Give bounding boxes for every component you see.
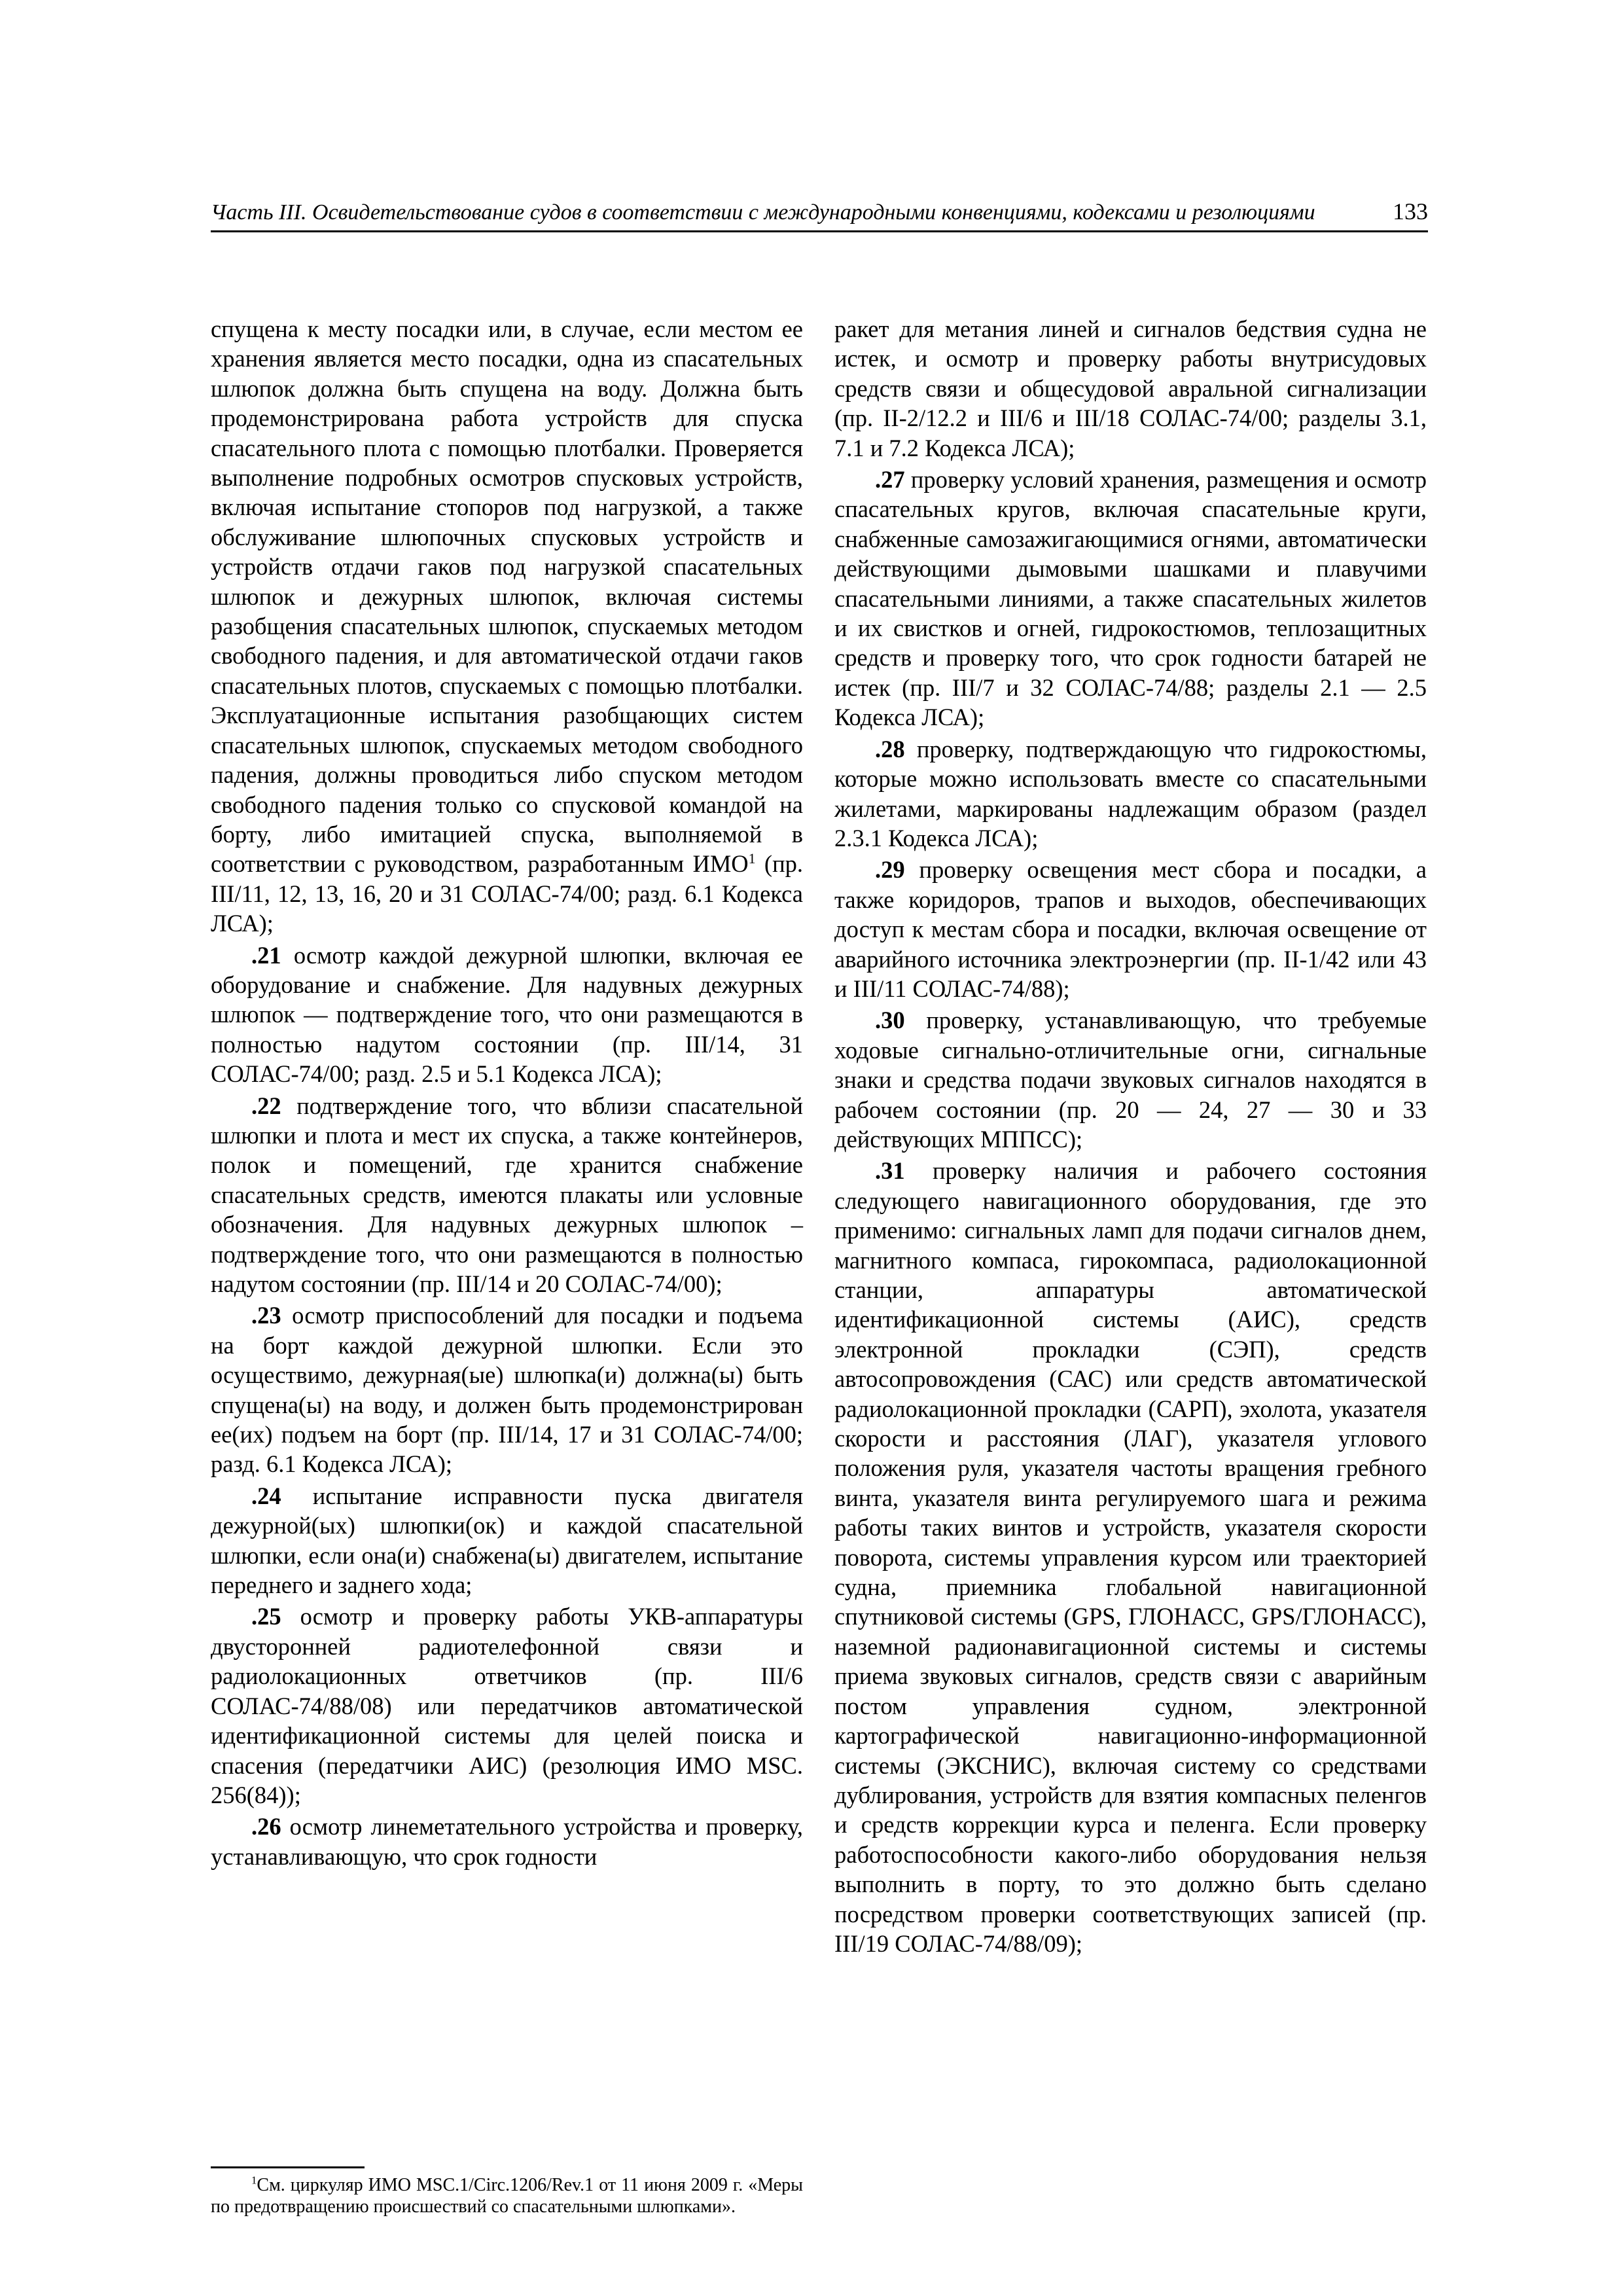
footnote-ref: 1 [748,850,756,867]
item-number: .26 [251,1813,281,1840]
paragraph-text: спущена к месту посадки или, в случае, если местом ее хранения является место посадки, одна из спасательных шлюпок должна быть спущена на воду. Должна быть продемонстрирована работа устройств для спуска спасательного плота с помощью плотбалки. Проверяется выполнение подробных осмотров спусковых устройств, включая испытание стопоров под нагрузкой, а также обслуживание шлюпочных спусковых устройств и устройств отдачи гаков под нагрузкой спасательных шлюпок и дежурных шлюпок, включая системы разобщения спасательных шлюпок, спускаемых методом свободного падения, и для автоматической отдачи гаков спасательных плотов, спускаемых с помощью плотбалки. Эксплуатационные испытания разобщающих систем спасательных шлюпок, спускаемых методом свободного падения, должны проводиться либо спуском методом свободного падения только со спусковой командой на борту, либо имитацией спуска, выполняемой в соответствии с руководством, разработанным ИМО [211,315,803,878]
item-number: .22 [251,1092,281,1119]
list-item [834,1005,1427,1154]
item-number: .27 [875,466,905,493]
list-item [834,734,1427,853]
item-text: осмотр и проверку работы УКВ-аппаратуры двусторонней радиотелефонной связи и радиолокационных ответчиков (пр. III/6 СОЛАС-74/88/08) или передатчиков автоматической идентификационной системы для целей поиска и спасения (передатчики АИС) (резолюция ИМО MSC. 256(84)); [211,1603,803,1808]
item-number: .31 [875,1157,905,1185]
item-text: осмотр линеметательного устройства и проверку, устанавливающую, что срок годности [211,1813,803,1870]
list-item [211,1602,803,1810]
footnote [211,2174,803,2217]
footnote-text: См. циркуляр ИМО MSC.1/Circ.1206/Rev.1 от 11 июня 2009 г. «Меры по предотвращению происшествий со спасательными шлюпками». [211,2175,803,2217]
item-text: испытание исправности пуска двигателя дежурной(ых) шлюпки(ок) и каждой спасательной шлюпки, если она(и) снабжена(ы) двигателем, испытание переднего и заднего хода; [211,1482,803,1599]
item-number: .23 [251,1302,281,1329]
paragraph-text: ракет для метания линей и сигналов бедствия судна не истек, и осмотр и проверку работы внутрисудовых средств связи и общесудовой авральной сигнализации (пр. II-2/12.2 и III/6 и III/18 СОЛАС-74/00; разделы 3.1, 7.1 и 7.2 Кодекса ЛСА); [834,315,1427,461]
list-item [211,1091,803,1299]
item-text: проверку, подтверждающую что гидрокостюмы, которые можно использовать вместе со спасательными жилетами, маркированы надлежащим образом (раздел 2.3.1 Кодекса ЛСА); [834,735,1427,852]
footnote-text-block [211,2174,803,2217]
item-text: проверку условий хранения, размещения и осмотр спасательных кругов, включая спасательные круги, снабженные самозажигающимися огнями, автоматически действующими дымовыми шашками и плавучими спасательными линиями, а также спасательных жилетов и их свистков и огней, гидрокостюмов, теплозащитных средств и проверку того, что срок годности батарей не истек (пр. III/7 и 32 СОЛАС-74/88; разделы 2.1 — 2.5 Кодекса ЛСА); [834,466,1427,731]
list-item [211,1481,803,1600]
paragraph-text: (пр. III/11, 12, 13, 16, 20 и 31 СОЛАС-74/00; разд. 6.1 Кодекса ЛСА); [211,850,803,937]
item-number: .28 [875,735,905,762]
item-text: осмотр каждой дежурной шлюпки, включая ее оборудование и снабжение. Для надувных дежурных шлюпок — подтверждение того, что они размещаются в полностью надутом состоянии (пр. III/14, 31 СОЛАС-74/00; разд. 2.5 и 5.1 Кодекса ЛСА); [211,941,803,1088]
item-text: осмотр приспособлений для посадки и подъема на борт каждой дежурной шлюпки. Если это осуществимо, дежурная(ые) шлюпка(и) должна(ы) быть спущена(ы) на воду, и должен быть продемонстрирован ее(их) подъем на борт (пр. III/14, 17 и 31 СОЛАС-74/00; разд. 6.1 Кодекса ЛСА); [211,1302,803,1478]
item-text: проверку, устанавливающую, что требуемые ходовые сигнально-отличительные огни, сигнальные знаки и средства подачи звуковых сигналов находятся в рабочем состоянии (пр. 20 — 24, 27 — 30 и 33 действующих МППСС); [834,1007,1427,1153]
item-text: проверку наличия и рабочего состояния следующего навигационного оборудования, где это применимо: сигнальных ламп для подачи сигналов днем, магнитного компаса, гирокомпаса, радиолокационной станции, аппаратуры автоматической идентификационной системы (АИС), средств электронной прокладки (СЭП), средств автосопровождения (САС) или средств автоматической радиолокационной прокладки (САРП), эхолота, указателя скорости и расстояния (ЛАГ), указателя углового положения руля, указателя частоты вращения гребного винта, указателя винта регулируемого шага и режима работы таких винтов и устройств, указателя скорости поворота, системы управления курсом или траекторией судна, приемника глобальной навигационной спутниковой системы (GPS, ГЛОНАСС, GPS/ГЛОНАСС), наземной радионавигационной системы и системы приема звуковых сигналов, средств связи с аварийным постом управления судном, электронной картографической навигационно-информационной системы (ЭКСНИС), включая систему со средствами дублирования, устройств для взятия компасных пеленгов и средств коррекции курса и пеленга. Если проверку работоспособности какого-либо оборудования нельзя выполнить в порту, то это должно быть сделано посредством проверки соответствующих записей (пр. III/19 СОЛАС-74/88/09); [834,1157,1427,1957]
item-number: .29 [875,856,905,884]
list-item [834,465,1427,732]
item-text: подтверждение того, что вблизи спасательной шлюпки и плота и мест их спуска, а также контейнеров, полок и помещений, где хранится снабжение спасательных средств, имеются плакаты или условные обозначения. Для надувных дежурных шлюпок – подтверждение того, что они размещаются в полностью надутом состоянии (пр. III/14 и 20 СОЛАС-74/00); [211,1092,803,1297]
footnote-mark: 1 [251,2174,257,2187]
list-item [834,1156,1427,1958]
list-item [211,941,803,1089]
running-header [211,191,1428,232]
footnote-separator [211,2166,365,2168]
item-number: .24 [251,1482,281,1509]
header-title: Часть III. Освидетельствование судов в соответствии с международными конвенциями, кодексами и резолюциями [211,200,1315,224]
left-column [211,314,803,1871]
list-item [211,1300,803,1479]
page-number: 133 [1393,198,1428,224]
item-text: проверку освещения мест сбора и посадки, а также коридоров, трапов и выходов, обеспечивающих доступ к местам сбора и посадки, включая освещение от аварийного источника электроэнергии (пр. II-1/42 или 43 и III/11 СОЛАС-74/88); [834,856,1427,1002]
item-number: .30 [875,1007,905,1034]
right-continuation-paragraph [834,314,1427,463]
right-column [834,314,1427,1958]
list-item [834,855,1427,1003]
item-number: .21 [251,941,281,969]
left-continuation-paragraph [211,314,803,939]
item-number: .25 [251,1603,281,1630]
list-item [211,1812,803,1871]
